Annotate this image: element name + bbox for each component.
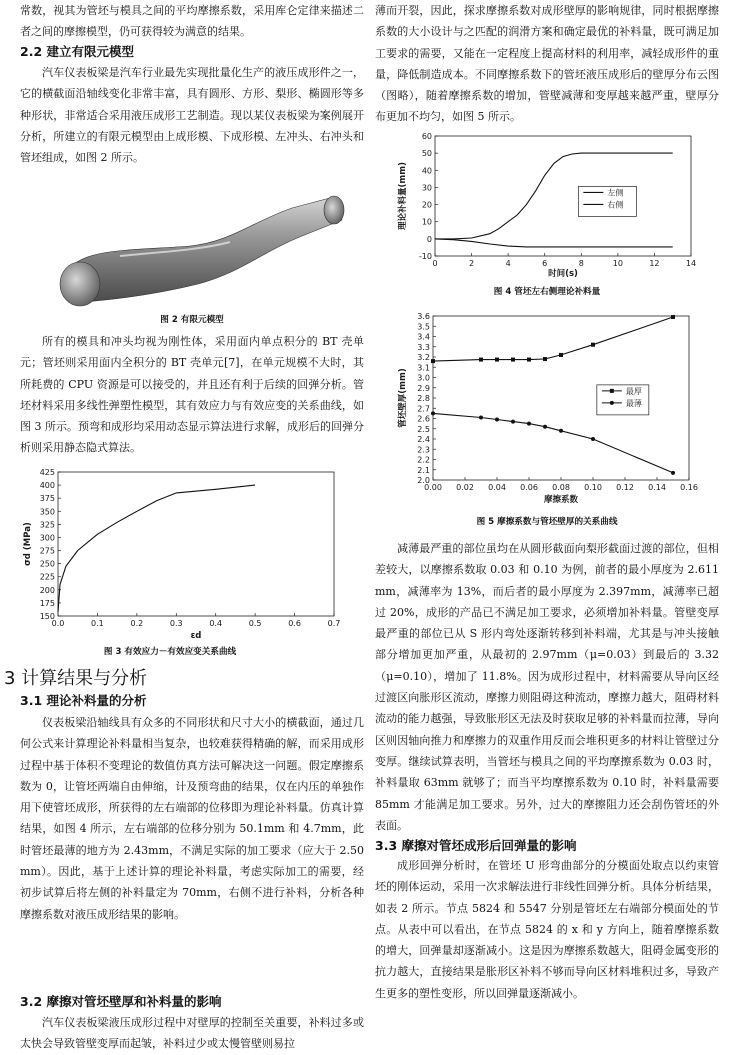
fig3-series-line-1 xyxy=(58,485,255,612)
fig3-plot-frame xyxy=(58,472,334,616)
fig5-x-tick-label: 0.12 xyxy=(616,483,634,492)
fig3-x-axis-label: εd xyxy=(190,631,202,640)
fig5-series-2-point xyxy=(431,411,435,415)
fig4-legend-label: 右侧 xyxy=(607,200,624,210)
fig4-y-axis-label: 理论补料量(mm) xyxy=(398,162,408,230)
fig5-y-tick-label: 2.7 xyxy=(417,404,430,414)
fig4-x-tick-label: 8 xyxy=(578,259,584,268)
fig4-x-tick-label: 2 xyxy=(469,259,475,268)
fig5-series-1-point xyxy=(431,359,435,363)
fig5-series-1-point xyxy=(527,358,531,362)
fig4-caption: 图 4 管坯左右侧理论补料量 xyxy=(493,287,601,297)
fig5-x-tick-label: 0.02 xyxy=(456,483,474,492)
fig5-y-tick-label: 2.1 xyxy=(417,465,430,475)
fig4-x-tick-label: 12 xyxy=(649,259,660,268)
fig5-caption: 图 5 摩擦系数与管坯壁厚的关系曲线 xyxy=(476,517,618,527)
fig3-y-tick-label: 400 xyxy=(39,481,55,491)
fig5-series-1-point xyxy=(559,353,563,357)
fig4-legend-label: 左侧 xyxy=(607,188,624,198)
fig5-series-1-point xyxy=(543,357,547,361)
paragraph-3-2: 汽车仪表板梁液压成形过程中对壁厚的控制至关重要，补料过多或太快会导致管壁变厚而起皱，补料过少或太慢管壁则易拉 xyxy=(20,1016,364,1051)
fig3-y-tick-label: 325 xyxy=(39,520,55,530)
fig5-x-tick-label: 0.10 xyxy=(584,483,602,492)
fig5-series-1-point xyxy=(479,358,483,362)
heading-2-2: 2.2 建立有限元模型 xyxy=(20,44,134,59)
fig3-chart xyxy=(20,464,364,640)
fig3-x-tick-label: 0.3 xyxy=(169,619,183,628)
fig3-y-tick-label: 300 xyxy=(39,533,55,543)
section-3-heading: 3 计算结果与分析 xyxy=(4,668,148,689)
fig4-x-tick-label: 4 xyxy=(505,259,511,268)
paragraph-3-1: 仪表板梁沿轴线具有众多的不同形状和尺寸大小的横截面，通过几何公式来计算理论补料量相当复杂，也较难获得精确的解，而采用成形过程中基于体积不变理论的数值仿真方法可解决这一问题。假定摩擦系数为 0，让管坯两端自由伸缩，计及预弯曲的结果，仅在内压的单独作用下使管坯成形，所获得的左右端部的位移即为理论补料量。仿真计算结果，如图 4 所示，左右端部的位移分别为 50.1mm 和 4.7mm，此时管坯最薄的地方为 2.43mm，不满足实际的加工要求（应大于 2.50mm）。因此，基于上述计算的理论补料量，考虑实际加工的需要，经初步试算后将左侧的补料量定为 70mm，右侧不进行补料，分析各种摩擦系数对液压成形结果的影响。 xyxy=(20,716,364,921)
fig5-series-1-point xyxy=(495,358,499,362)
fig5-x-tick-label: 0.14 xyxy=(648,483,666,492)
fig3-y-tick-label: 175 xyxy=(39,598,55,608)
heading-3-2: 3.2 摩擦对管坯壁厚和补料量的影响 xyxy=(20,994,222,1009)
fig4-x-axis-label: 时间(s) xyxy=(548,269,578,278)
fig2-fem-model-image xyxy=(30,192,360,310)
paragraph-model: 所有的模具和冲头均视为刚性体，采用面内单点积分的 BT 壳单元；管坯则采用面内全积分的 BT 壳单元[7]，在单元规模不大时，其所耗费的 CPU 资源是可以接受的，并且还有利于后续的回弹分析。管坯材料采用多线性弹塑性模型，其有效应力与有效应变的关系曲线，如图 3 所示。预弯和成形均采用动态显示算法进行求解，成形后的回弹分析则采用静态隐式算法。 xyxy=(20,335,364,455)
fig5-y-tick-label: 2.3 xyxy=(417,445,430,455)
fig5-y-tick-label: 2.4 xyxy=(417,435,430,444)
fig5-series-2-point xyxy=(543,425,547,429)
paragraph-right-top: 薄而开裂，因此，探求摩擦系数对成形壁厚的影响规律，同时根据摩擦系数的大小设计与之匹配的润滑方案和确定最优的补料量，既可满足加工要求的需要，又能在一定程度上提高材料的利用率，减轻成形件的重量，降低制造成本。不同摩擦系数下的管坯液压成形后的壁厚分布云图（图略），随着摩擦系数的增加，管壁减薄和变厚越来越严重，壁厚分布更加不均匀，如图 5 所示。 xyxy=(375,4,719,124)
fig5-x-axis-label: 摩擦系数 xyxy=(543,495,579,504)
heading-3-1: 3.1 理论补料量的分析 xyxy=(20,693,147,708)
fig5-x-tick-label: 0.08 xyxy=(552,483,570,492)
paragraph-3-3: 成形回弹分析时，在管坯 U 形弯曲部分的分模面处取点以约束管坯的刚体运动，采用一次求解法进行非线性回弹分析。具体分析结果，如表 2 所示。节点 5824 和 5547 分别是管坯左右端部分模面处的节点。从表中可以看出，在节点 5824 的 x 和 y 方向上，随着摩擦系数的增大，回弹量却逐渐减小。这是因为摩擦系数越大，阻碍金属变形的抗力越大，直接结果是胀形区补料不够而导向区材料堆积过多，导致产生更多的塑性变形，所以回弹量逐渐减小。 xyxy=(375,859,719,1000)
fig5-legend-marker xyxy=(610,389,614,393)
fig5-y-tick-label: 2.6 xyxy=(417,414,430,424)
fig4-y-tick-label: -10 xyxy=(418,252,432,261)
fig4-y-tick-label: 60 xyxy=(421,132,432,141)
fig5-plot-frame xyxy=(433,316,689,480)
fig3-caption: 图 3 有效应力－有效应变关系曲线 xyxy=(103,647,237,657)
fig5-y-tick-label: 2.2 xyxy=(417,455,430,465)
fig4-x-tick-label: 6 xyxy=(542,259,548,268)
paragraph-thinning: 减薄最严重的部位虽均在从圆形截面向梨形截面过渡的部位，但相差较大，以摩擦系数取 0.03 和 0.10 为例，前者的最小厚度为 2.611mm，减薄率为 13%，而后者的最小厚度为 2.397mm，减薄率已超过 20%，成形的产品已不满足加工要求，必须增加补料量。管壁变厚最严重的部位已从 S 形内弯处逐渐转移到补料端，尤其是与冲头接触部分增加更加严重，从最初的 2.97mm（μ=0.03）到最后的 3.32（μ=0.10），增加了 11.8%。因为成形过程中，材料需要从导向区经过渡区向胀形区流动，摩擦力则阻碍这种流动，摩擦力越大，阻碍材料流动的能力越强，导致胀形区无法及时获取足够的补料量而拉薄，导向区则因轴向推力和摩擦力的双重作用反而会堆积更多的材料让管壁过分变厚。继续试算表明，当管坯与模具之间的平均摩擦系数为 0.03 时，补料量取 63mm 就够了；而当平均摩擦系数为 0.10 时，补料量需要 85mm 才能满足加工要求。另外，过大的摩擦阻力还会刮伤管坯的外表面。 xyxy=(375,542,719,832)
fig5-series-2-point xyxy=(511,420,515,424)
fig3-x-tick-label: 0.7 xyxy=(327,619,341,628)
fig4-y-tick-label: 40 xyxy=(421,166,432,176)
fig5-y-tick-label: 3.5 xyxy=(417,322,430,332)
fig3-x-tick-label: 0.2 xyxy=(130,619,144,628)
fig4-y-tick-label: 30 xyxy=(421,183,432,193)
fig4-y-tick-label: 50 xyxy=(421,149,432,159)
fig5-series-line-1 xyxy=(433,317,673,361)
fig5-series-1-point xyxy=(511,358,515,362)
fig3-y-tick-label: 150 xyxy=(39,612,55,621)
fig5-series-1-point xyxy=(671,315,675,319)
fig3-y-tick-label: 275 xyxy=(39,546,55,556)
fig4-y-tick-label: 0 xyxy=(426,234,432,244)
fig5-y-tick-label: 3.0 xyxy=(417,373,430,383)
fig5-series-2-point xyxy=(559,429,563,433)
fig3-y-tick-label: 225 xyxy=(39,572,55,582)
fig4-y-tick-label: 20 xyxy=(421,200,432,210)
fig5-chart xyxy=(395,308,705,504)
fig5-series-2-point xyxy=(495,418,499,422)
fig3-x-tick-label: 0.0 xyxy=(51,619,65,628)
fig4-x-tick-label: 14 xyxy=(685,259,697,268)
fig5-series-2-point xyxy=(479,415,483,419)
fig4-x-tick-label: 10 xyxy=(612,259,623,268)
fig5-y-tick-label: 2.9 xyxy=(417,383,430,393)
fig4-y-tick-label: 10 xyxy=(421,217,432,227)
fig5-y-axis-label: 管坯壁厚(mm) xyxy=(398,368,408,428)
fig3-x-tick-label: 0.1 xyxy=(91,619,104,628)
fig5-x-tick-label: 0.00 xyxy=(424,483,442,492)
fig5-series-2-point xyxy=(591,437,595,441)
fig5-series-line-2 xyxy=(433,413,673,472)
fig5-legend-marker xyxy=(610,401,614,405)
fig4-chart xyxy=(395,128,705,278)
fig5-y-tick-label: 2.8 xyxy=(417,394,430,403)
fig5-y-tick-label: 3.4 xyxy=(417,332,430,342)
fig4-x-tick-label: 0 xyxy=(432,259,438,268)
fig5-y-tick-label: 3.6 xyxy=(417,312,430,321)
fig5-y-tick-label: 2.5 xyxy=(417,424,430,434)
fig5-legend-label: 最薄 xyxy=(625,398,642,408)
paragraph-2-2: 汽车仪表板梁是汽车行业最先实现批量化生产的液压成形件之一，它的横截面沿轴线变化非常丰富，具有圆形、方形、梨形、椭圆形等多种形状，非常适合采用液压成形工艺制造。现以某仪表板梁为案例展开分析，所建立的有限元模型由上成形模、下成形模、左冲头、右冲头和管坯组成，如图 2 所示。 xyxy=(20,66,364,165)
fig4-series-line-1 xyxy=(435,153,673,239)
fig3-y-tick-label: 250 xyxy=(39,559,55,569)
fig3-y-tick-label: 375 xyxy=(39,494,55,504)
fig5-series-1-point xyxy=(591,343,595,347)
fig3-y-axis-label: σd (MPa) xyxy=(23,522,33,566)
fig3-y-tick-label: 350 xyxy=(39,507,55,517)
fig4-series-line-2 xyxy=(435,239,673,247)
heading-3-3: 3.3 摩擦对管坯成形后回弹量的影响 xyxy=(375,838,577,853)
fig2-caption: 图 2 有限元模型 xyxy=(160,315,224,325)
fig5-series-2-point xyxy=(671,471,675,475)
fig5-y-tick-label: 3.3 xyxy=(417,342,430,352)
intro-paragraph: 常数，视其为管坯与模具之间的平均摩擦系数，采用库仑定律来描述二者之间的摩擦模型，仍可获得较为满意的结果。 xyxy=(20,4,364,39)
fig5-series-2-point xyxy=(527,422,531,426)
fig5-y-tick-label: 2.0 xyxy=(417,476,430,485)
fig3-y-tick-label: 200 xyxy=(39,585,55,595)
fig5-y-tick-label: 3.2 xyxy=(417,353,430,362)
fig3-x-tick-label: 0.5 xyxy=(248,619,262,628)
fig3-x-tick-label: 0.6 xyxy=(288,619,301,628)
fig3-x-tick-label: 0.4 xyxy=(209,619,223,628)
fig5-x-tick-label: 0.16 xyxy=(680,483,698,492)
fig5-x-tick-label: 0.04 xyxy=(488,483,506,492)
fig5-x-tick-label: 0.06 xyxy=(520,483,538,492)
fig3-y-tick-label: 425 xyxy=(39,468,55,477)
fig5-legend-label: 最厚 xyxy=(625,386,642,396)
fig5-y-tick-label: 3.1 xyxy=(417,363,430,373)
